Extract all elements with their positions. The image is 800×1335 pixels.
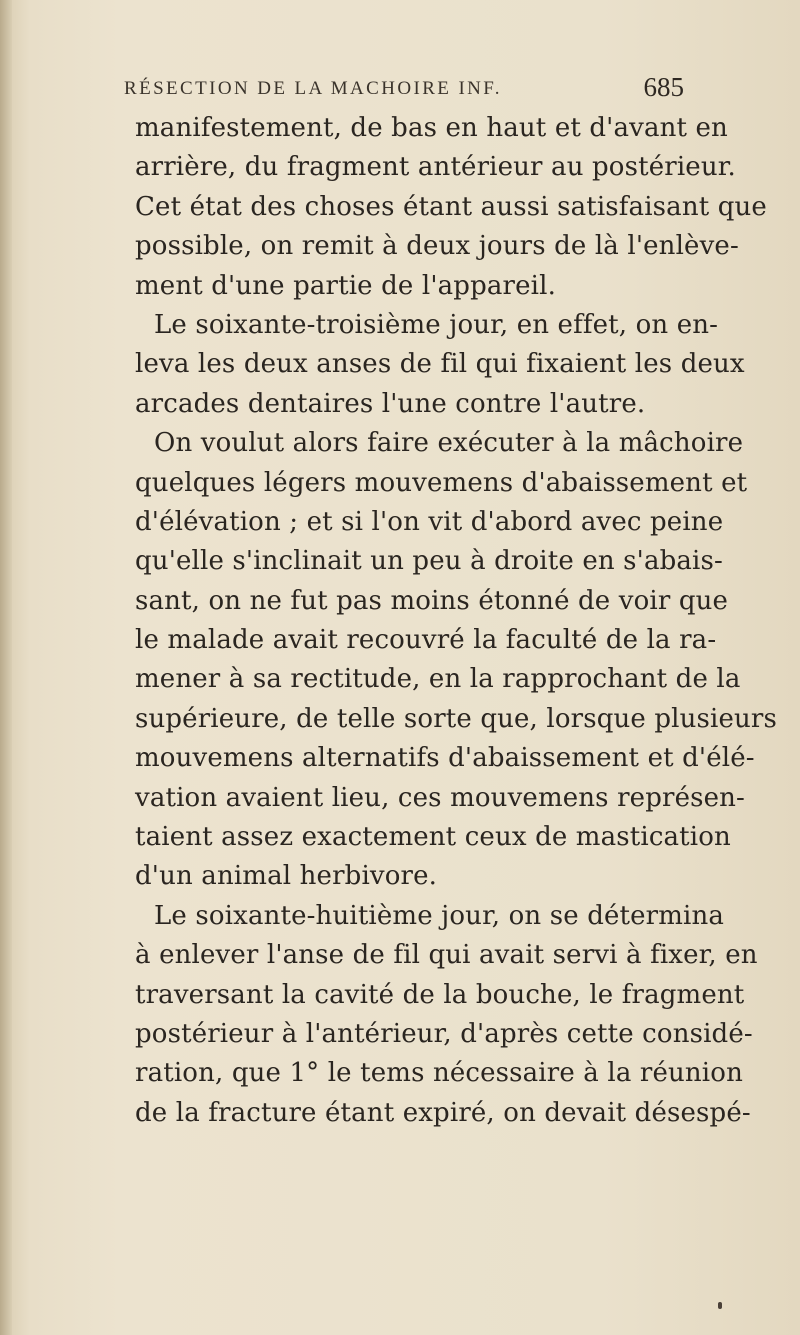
text-line: supérieure, de telle sorte que, lorsque plusieurs	[135, 703, 777, 734]
text-line: traversant la cavité de la bouche, le fragment	[135, 979, 745, 1010]
text-line: à enlever l'anse de fil qui avait servi à fixer, en	[135, 940, 758, 971]
paragraph-start-line: Le soixante-huitième jour, on se détermina	[154, 900, 725, 931]
text-line: leva les deux anses de fil qui fixaient les deux	[135, 349, 745, 380]
running-head	[124, 74, 684, 104]
text-line: manifestement, de bas en haut et d'avant en	[135, 113, 728, 143]
text-line: possible, on remit à deux jours de là l'enlève-	[135, 231, 739, 262]
text-line: d'un animal herbivore.	[135, 861, 438, 892]
running-title: RÉSECTION DE LA MACHOIRE INF.	[124, 78, 502, 99]
text-line: arrière, du fragment antérieur au postérieur.	[135, 152, 736, 183]
text-line: vation avaient lieu, ces mouvemens représen-	[135, 782, 745, 813]
text-line: de la fracture étant expiré, on devait désespé-	[135, 1097, 751, 1128]
text-line: d'élévation ; et si l'on vit d'abord avec peine	[135, 506, 724, 537]
body-text	[135, 109, 777, 1133]
text-line: sant, on ne fut pas moins étonné de voir que	[135, 585, 729, 616]
text-line: Cet état des choses étant aussi satisfaisant que	[135, 191, 767, 222]
text-line: mouvemens alternatifs d'abaissement et d'élé-	[135, 743, 755, 774]
text-line: taient assez exactement ceux de mastication	[135, 822, 731, 853]
text-line: le malade avait recouvré la faculté de la ra-	[135, 625, 717, 656]
paragraph-start-line: On voulut alors faire exécuter à la mâchoire	[154, 428, 744, 459]
text-line: ment d'une partie de l'appareil.	[135, 270, 556, 301]
paragraph-start-line: Le soixante-troisième jour, en effet, on en-	[154, 309, 719, 340]
page-number: 685	[643, 72, 684, 102]
text-line: postérieur à l'antérieur, d'après cette considé-	[135, 1018, 753, 1049]
text-line: arcades dentaires l'une contre l'autre.	[135, 388, 646, 419]
text-line: ration, que 1° le tems nécessaire à la réunion	[135, 1058, 743, 1089]
text-line: quelques légers mouvemens d'abaissement et	[135, 467, 748, 498]
text-line: mener à sa rectitude, en la rapprochant de la	[135, 664, 741, 695]
ink-mark	[718, 1302, 722, 1309]
text-line: qu'elle s'inclinait un peu à droite en s'abais-	[135, 546, 723, 577]
